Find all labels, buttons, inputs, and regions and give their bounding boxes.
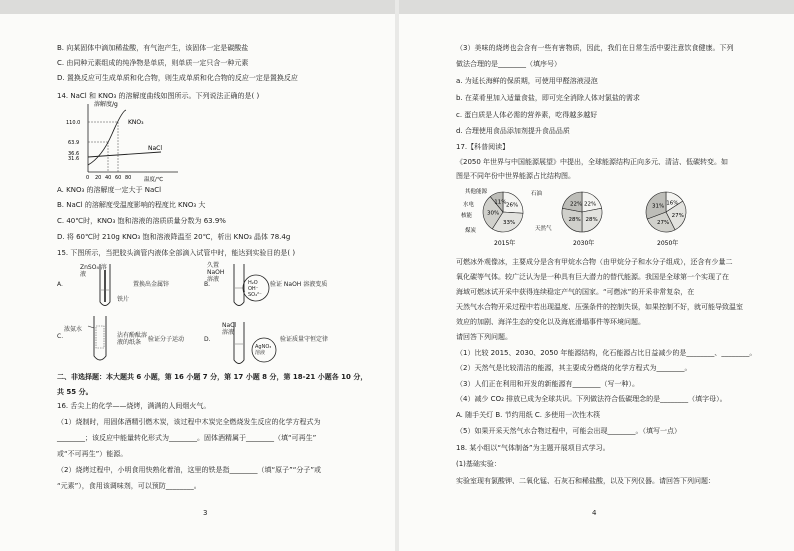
q18-part1: (1)基础实验： [456,460,501,468]
exp-b-desc: 验证 NaOH 溶液变质 [270,281,328,288]
pie-slice-label: 28% [585,217,598,224]
page-number: 3 [203,509,208,517]
pie-label-oil: 石油 [531,191,543,197]
pie-slice-label: 30% [487,210,500,217]
pie-slice-label: 22% [584,201,597,208]
q17-part5: （5）如果开采天然气水合物过程中，可能会出现________。（填写一点） [456,427,681,435]
energy-pie-charts [461,184,721,252]
chart-xlabel: 温度/℃ [144,177,164,183]
page-number: 4 [592,509,597,517]
paragraph: 氧化碳等气体。较广泛认为是一种具有巨大潜力的替代能源。我国是全球第一个实现了在 [456,273,729,281]
q16-part1: （1）烧制时，用固体酒精引燃木炭，该过程中木炭完全燃烧发生反应的化学方程式为 [57,418,321,426]
page-top-edge [399,0,794,14]
option-d: D. 将 60℃时 210g KNO₃ 饱和溶液降温至 20℃，析出 KNO₃ 晶体 78.4g [57,233,291,241]
ytick: 110.0 [66,120,81,126]
paragraph: 海域可燃冰试开采中获得连续稳定产气的国家。“可燃冰”的开采非常复杂，在 [456,288,695,296]
q16-part1-cont2: 或“不可再生”）能源。 [57,450,128,458]
option-c: C. 由同种元素组成的纯净物是单质，则单质一定只含一种元素 [57,59,249,67]
option-a: a. 为延长海鲜的保质期，可使用甲醛溶液浸泡 [456,77,598,85]
exp-d-bubble: AgNO₃ 溶液 [255,344,272,356]
q16-part3-cont: 做法合理的是________（填序号） [456,60,561,68]
pie-slice-label: 27% [656,220,670,227]
exp-a-reagent: ZnSO₄ 溶液 [80,264,107,278]
option-d: D. 置换反应可生成单质和化合物，则生成单质和化合物的反应一定是置换反应 [57,74,298,82]
paragraph: 天然气水合物开采过程中若出现温度、压强条件的控制失误，如果控制不好，就可能导致温室 [456,303,743,311]
section-heading-cont: 共 55 分。 [57,388,93,396]
xtick: 40 [105,175,112,181]
pie-slice-label: 16% [666,200,679,207]
right-page [399,0,794,551]
pie-label-hydro: 水电 [463,202,475,208]
exp-c-paper: 沾有酚酞溶液的纸条 [117,332,148,346]
question-14: 14. NaCl 和 KNO₃ 的溶解度曲线如图所示。下列说法正确的是( ) [57,92,260,100]
instruction: 请回答下列问题。 [456,333,512,341]
exp-b-letter: B. [204,281,211,288]
exp-c-reagent: 浓氨水 [64,326,83,333]
question-17: 17.【科普阅读】 [456,143,510,151]
q17-part1: （1）比较 2015、2030、2050 年能源结构，化石能源占比日益减少的是________、________。 [456,349,757,357]
q16-part1-cont: ________；该反应中能量转化形式为________。固体酒精属于________（填“可再生” [57,434,317,442]
paragraph: 效应的加剧、海洋生态的变化以及海底滑塌事件等环境问题。 [456,318,645,326]
exp-d-letter: D. [204,336,211,343]
option-a: A. KNO₃ 的溶解度一定大于 NaCl [57,186,162,194]
option-b: B. 向某固体中滴加稀盐酸，有气泡产生，该固体一定是碳酸盐 [57,44,249,52]
option-b: B. NaCl 的溶解度受温度影响的程度比 KNO₃ 大 [57,201,206,209]
page-top-edge [0,0,395,14]
pie-slice-label: 28% [568,217,581,224]
pie-label-coal: 煤炭 [465,228,477,234]
option-c: C. 40℃时，KNO₃ 饱和溶液的溶质质量分数为 63.9% [57,217,226,225]
left-page [0,0,395,551]
option-b: b. 在菜肴里加入适量食盐，即可完全消除人体对氯盐的需求 [456,94,640,102]
question-15: 15. 下图所示，当把胶头滴管内液体全部滴入试管中时，能达到实验目的是( ) [57,249,296,257]
q17-intro: 《2050 年世界与中国能源展望》中提出，全球能源结构正向多元、清洁、低碳转变。如 [456,158,729,166]
pie-year-label: 2015年 [494,240,516,247]
xtick: 80 [125,175,132,181]
xtick: 0 [86,175,90,181]
pie-slice-label: 22% [569,201,583,208]
q18-intro: 实验室现有氯酸钾、二氧化锰、石灰石和稀盐酸，以及下列仪器。请回答下列问题： [456,477,715,485]
q17-part3: （3）人们正在利用和开发的新能源有________（写一种）。 [456,380,639,388]
exp-c-desc: 验证分子运动 [148,336,185,343]
q16-part3: （3）美味的烧烤也会含有一些有害物质，因此，我们在日常生活中要注意饮食健康。下列 [456,44,734,52]
exp-a-letter: A. [57,281,63,288]
section-heading: 二、非选择题：本大题共 6 小题，第 16 小题 7 分，第 17 小题 8 分，第 18-21 小题各 10 分， [57,373,368,381]
pie-slice-label: 26% [506,202,519,209]
option-c: c. 蛋白质是人体必需的营养素，吃得越多越好 [456,111,598,119]
q16-part2-cont: “元素”），食用该调味剂，可以预防________。 [57,482,201,490]
pie-slice-label: 31% [651,203,665,210]
q16-part2: （2）烧烤过程中，小明食用快熟化着油，这里的铁是指________（填“原子”“分子”或 [57,466,321,474]
pie-label-other: 其他能源 [465,189,488,195]
ytick: 63.9 [68,140,80,146]
q17-part4: （4）减少 CO₂ 排放已成为全球共识。下列做法符合低碳理念的是________（填字母）。 [456,395,727,403]
series-label-nacl: NaCl [148,145,163,152]
pie-year-label: 2050年 [657,240,679,247]
pie-slice-label: 27% [671,212,684,219]
pie-year-label: 2030年 [573,240,595,247]
pie-slice-label: 11% [494,199,507,206]
chart-ylabel: 溶解度/g [94,101,118,108]
exp-b-ions: H₂O OH⁻ SO₄²⁻ [248,280,262,298]
paragraph: 可燃冰外观像冰，主要成分是含有甲烷水合物（由甲烷分子和水分子组成），还含有少量二 [456,258,733,266]
exp-d-desc: 验证质量守恒定律 [280,336,329,343]
ytick: 31.6 [68,156,80,162]
pie-label-nuclear: 核能 [461,213,473,219]
ytick: 36.6 [68,151,80,157]
solubility-chart [66,102,186,182]
q17-intro-cont: 图是不同年份中世界能源占比结构图。 [456,172,575,180]
q17-part4-options: A. 随手关灯 B. 节约用纸 C. 多使用一次性木筷 [456,411,601,419]
exp-d-reagent: NaCl 溶液 [222,322,237,336]
exp-a-metal: 铁片 [117,296,130,303]
series-label-kno3: KNO₃ [128,119,144,126]
pie-label-gas: 天然气 [535,226,552,232]
exp-c-letter: C. [57,333,64,340]
option-d: d. 合理使用食品添加剂提升食品品质 [456,127,570,135]
pie-slice-label: 33% [502,219,516,226]
xtick: 20 [95,175,102,181]
question-18: 18. 某小组以“气体制备”为主题开展项目式学习。 [456,444,610,452]
q17-part2: （2）天然气是比较清洁的能源，其主要成分燃烧的化学方程式为________。 [456,364,692,372]
question-16: 16. 舌尖上的化学——烧烤，满满的人间烟火气。 [57,402,211,410]
exp-a-desc: 置换出金属锌 [133,281,170,288]
nacl-curve [88,152,161,157]
exp-b-reagent: 久置 NaOH 溶液 [207,262,225,283]
xtick: 60 [115,175,122,181]
test-tube-a [92,262,132,312]
